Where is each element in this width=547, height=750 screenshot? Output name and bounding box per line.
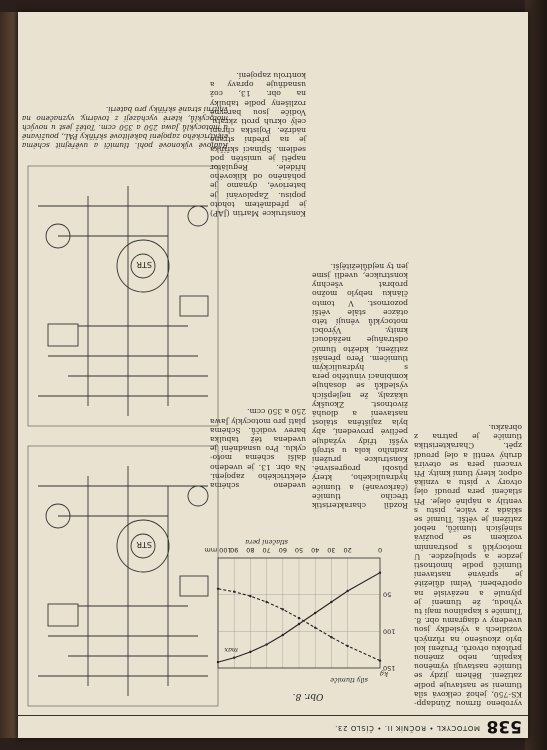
text-column-2: Rozdíl charakteristik třecího tlumiče (čárkovaně) a tlumiče hydraulického, který působí progresivně. Konstrukce pružení zadního kola u strojů vyšší třídy vyžaduje pečlivé provedení, aby byla zajištěna stálost nastavení a dlouhá životnost. Zkoušky ukázaly, že nejlepších výsledků se dosahuje kombinací vinutého pera s hydraulickým tlumičem. Pero přenáší zatížení, kdežto tlumič odstraňuje nežádoucí kmity. Výrobci motocyklů věnují této otázce stále větší pozornost. V tomto článku nebylo možno probrat všechny konstrukce, uvedli jsme jen ty nejdůležitější.: [312, 261, 408, 510]
text-column-3b: Konstrukce Martin (JAP) je předmětem tohoto popisu. Zapalování je bateriové, dynamo je poháněno od klikového hřídele. Regulátor napětí je umístěn pod sedlem. Spínací skříňka je na přední straně nádrže. Pojistka chrání celý okruh proti zkratu. Vodiče jsou barevně rozlišeny podle tabulky na obr. 13, což usnadňuje opravy a kontrolu zapojení.: [210, 70, 306, 218]
diagram-label-upper: STR: [136, 540, 152, 549]
data-point: [346, 590, 348, 592]
data-point: [233, 657, 235, 659]
data-point: [379, 571, 381, 573]
data-point: [330, 601, 332, 603]
text-column-1: vyrobeno firmou Zündapp-KS-750, jehož celková síla tlumení se nastavuje podle zatížení. Během jízdy se tlumiče nastavují výměnou kapalin, nebo změnou průtoku otvorů. Pružení kol bylo zkoušeno na různých vozidlech a výsledky jsou uvedeny v diagramu obr. 8. Tlumiče s kapalinou mají tu výhodu, že tlumení je plynulé a nezávislé na opotřebení. Velmi důležité je správné nastavení tlumičů podle hmotnosti jezdce a spolujezdce. U motocyklů s postranním vozíkem se používá silnějších tlumičů, neboť zatížení je větší. Tlumič se skládá z válce, pístu s ventily a náplně oleje. Při stlačení pera proudí olej otvory v pístu a vzniká odpor, který tlumí kmity. Při vracení pera se otevírá druhý ventil a olej proudí zpět. Charakteristika tlumiče je patrna z obrázku.: [414, 422, 522, 708]
data-point: [233, 591, 235, 593]
y-tick-label: 50: [383, 590, 392, 599]
data-point: [282, 634, 284, 636]
text-column-3: uvedeno schéma elektrického zapojení. Na obr. 13. je uvedeno další schéma moto-cyklu. Pro usnadnění je uvedena též tabulka barev vodičů. Schéma platí pro motocykly Jawa 250 a 350 ccm.: [210, 407, 306, 490]
damper-characteristic-chart: [204, 516, 408, 708]
magazine-page: [18, 12, 528, 738]
x-tick-label: 90: [230, 546, 239, 554]
data-point: [265, 601, 267, 603]
data-point: [314, 612, 316, 614]
chart-annotation: síly tlumiče: [330, 676, 368, 684]
data-point: [282, 608, 284, 610]
chart-annotation: stlačení pera: [245, 538, 288, 546]
chart-annotation: max: [224, 646, 238, 654]
data-point: [330, 636, 332, 638]
next-page-edge: [525, 0, 547, 750]
data-point: [379, 659, 381, 661]
chart-title: Obr. 8.: [292, 691, 324, 701]
data-point: [298, 623, 300, 625]
x-tick-label: 100 mm: [204, 546, 232, 554]
data-point: [265, 643, 267, 645]
wiring-diagram: [18, 156, 228, 716]
chart-annotation: kg: [379, 670, 388, 678]
x-tick-label: 20: [343, 546, 352, 554]
page-number: 538: [486, 716, 522, 736]
x-tick-label: 50: [294, 546, 304, 554]
diagram-label-lower: STR: [136, 260, 152, 269]
data-point: [346, 645, 348, 647]
y-tick-label: 100: [383, 627, 396, 636]
x-tick-label: 0: [377, 546, 383, 554]
x-tick-label: 80: [246, 546, 255, 554]
data-point: [298, 617, 300, 619]
x-tick-label: 70: [262, 546, 271, 554]
data-point: [314, 626, 316, 628]
x-tick-label: 30: [327, 546, 336, 554]
data-point: [249, 595, 251, 597]
running-head: MOTOCYKL • ROČNÍK II. • ČÍSLO 23.: [334, 724, 480, 732]
page-header: [18, 715, 528, 738]
x-tick-label: 40: [311, 546, 320, 554]
x-tick-label: 60: [278, 546, 287, 554]
figure-caption: Rádiové výkonové pohl. tlumiči a uvěřejnit schéma elektrického zapojení bakelitové skříňky PAL, používané u motocyklů Jawa 250 a 350 ccm. Totéž jest u nových motocyklů, které vycházejí z továrny, vyznačeno na vnitřní straně skříňky pro baterii.: [22, 105, 228, 150]
y-tick-label: 150: [383, 664, 396, 672]
data-point: [249, 651, 251, 653]
